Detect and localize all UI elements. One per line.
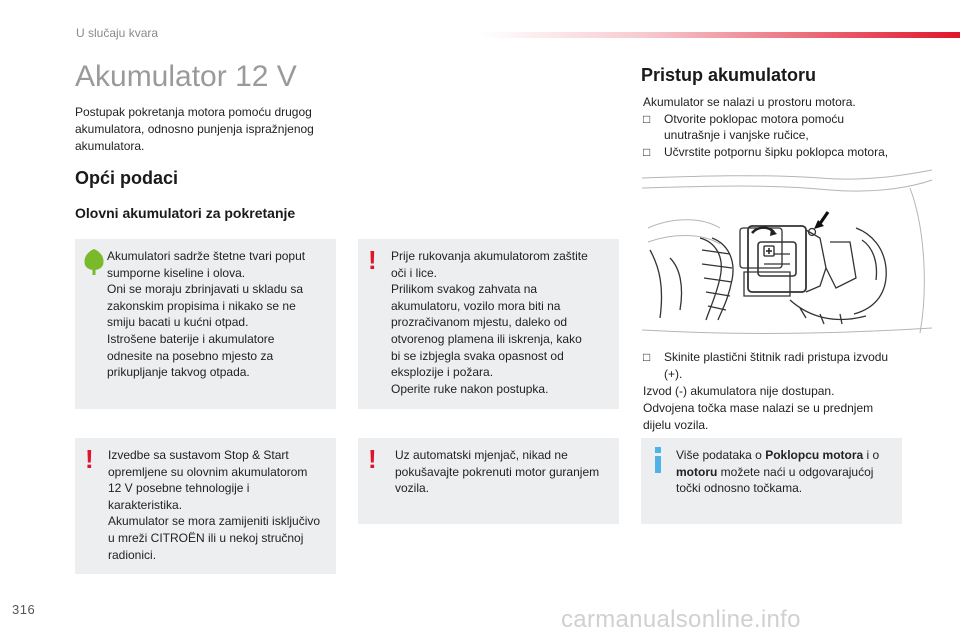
checkbox-bullet-icon: □ <box>643 350 651 364</box>
list-item: □ Učvrstite potpornu šipku poklopca motora, <box>643 144 889 159</box>
intro-text: Postupak pokretanja motora pomoću drugog akumulatora, odnosno punjenja ispražnjenog akumulatora. <box>75 105 314 153</box>
list-item: □ Skinite plastični štitnik radi pristupa izvodu (+). <box>643 350 889 381</box>
auto-gearbox-warning-box <box>358 438 619 524</box>
auto-gearbox-warning-text: Uz automatski mjenjač, nikad ne pokušavajte pokrenuti motor guranjem vozila. <box>395 448 600 496</box>
page-title: Akumulator 12 V <box>75 60 297 93</box>
info-note-box <box>641 438 902 524</box>
info-icon <box>653 447 663 473</box>
checkbox-bullet-icon: □ <box>643 111 651 126</box>
eco-note-text: Akumulatori sadrže štetne tvari poput sumporne kiseline i olova. Oni se moraju zbrinjavati u skladu sa zakonskim propisima i nikako se ne smiju bacati u kućni otpad. Istrošene baterije i akumulatore odnesite na posebno mjesto za prikupljanje takvog otpada. <box>107 249 306 380</box>
checkbox-bullet-icon: □ <box>643 144 651 159</box>
access-intro: Akumulator se nalazi u prostoru motora. <box>643 95 856 109</box>
page-number: 316 <box>12 602 36 617</box>
warning-icon: ! <box>368 444 377 474</box>
eco-leaf-icon <box>82 248 106 276</box>
warning-icon: ! <box>368 245 377 275</box>
stopstart-warning-text: Izvedbe sa sustavom Stop & Start opremljene su olovnim akumulatorom 12 V posebne tehnologije i karakteristika. Akumulator se mora zamijeniti isključivo u mreži CITROËN ili u nekoj stručnoj radionici. <box>108 448 321 562</box>
stopstart-warning-box <box>75 438 336 574</box>
subheading-starter-batteries: Olovni akumulatori za pokretanje <box>75 205 296 221</box>
section-header: U slučaju kvara <box>76 26 159 40</box>
eco-note-box <box>75 239 336 409</box>
header-accent-bar <box>480 32 960 38</box>
access-instructions <box>643 94 913 160</box>
list-item: □ Otvorite poklopac motora pomoću unutrašnje i vanjske ručice, <box>643 111 845 142</box>
safety-warning-text: Prije rukovanja akumulatorom zaštite oči i lice. Prilikom svakog zahvata na akumulatoru, vozilo mora biti na prozračivanom mjestu, daleko od otvorenog plamena ili iskrenja, kako bi se izbjegla svaka opasnost od eksplozije i požara. Operite ruke nakon postupka. <box>391 249 588 396</box>
safety-warning-box <box>358 239 619 409</box>
info-note-text: Više podataka o Poklopcu motora i o motoru možete naći u odgovarajućoj točki odnosno točkama. <box>676 448 880 496</box>
warning-icon: ! <box>85 444 94 474</box>
section-heading-general: Opći podaci <box>75 168 179 188</box>
engine-battery-illustration <box>640 168 935 340</box>
section-heading-access: Pristup akumulatoru <box>641 65 817 85</box>
access-instructions-continued: □ Skinite plastični štitnik radi pristupa izvodu (+). Izvod (-) akumulatora nije dostupan. Odvojena točka mase nalazi se u prednjem dijelu vozila. <box>643 349 913 434</box>
watermark: carmanualsonline.info <box>561 606 801 633</box>
